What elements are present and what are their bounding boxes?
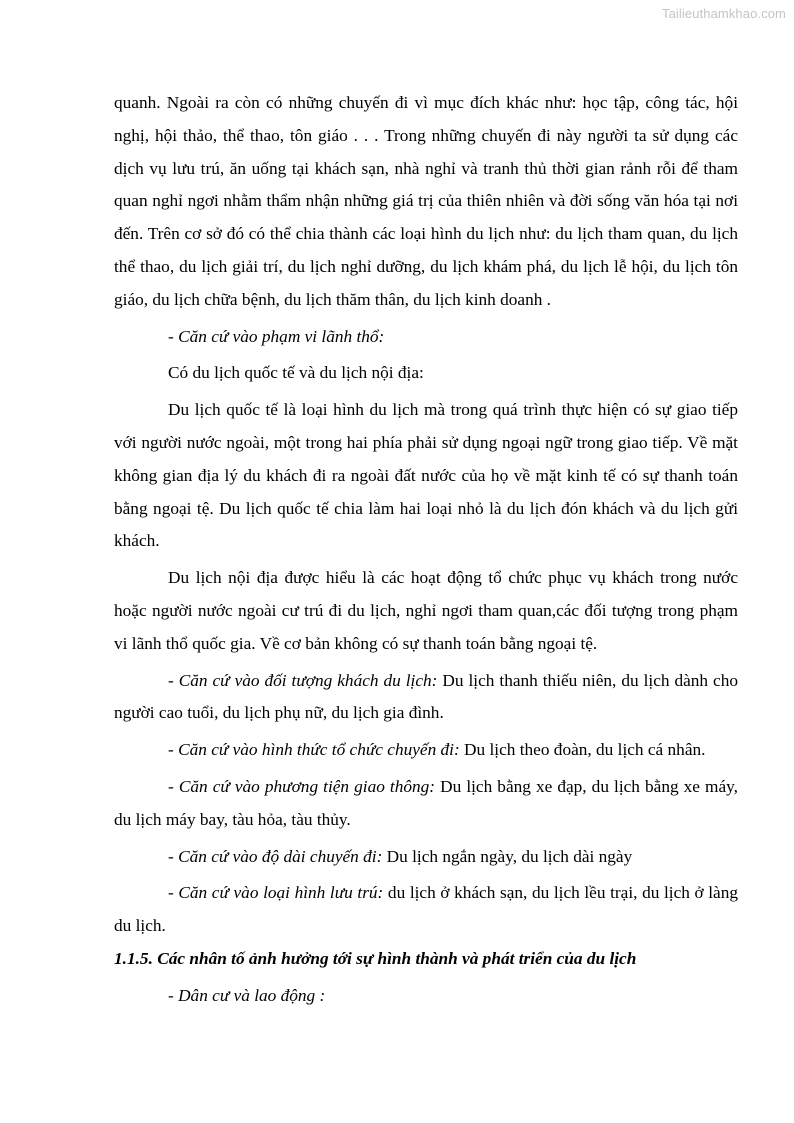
paragraph-international-domestic: Có du lịch quốc tế và du lịch nội địa:	[168, 363, 424, 383]
watermark: Tailieuthamkhao.com	[661, 6, 786, 21]
criterion-text: Du lịch bằng xe đạp, du lịch bằng xe máy, du lịch máy bay, tàu hỏa, tàu thủy.	[114, 776, 738, 829]
subheading-population-labor: - Dân cư và lao động :	[168, 985, 326, 1005]
criterion-label: - Căn cứ vào loại hình lưu trú:	[168, 883, 384, 903]
section-heading: 1.1.5. Các nhân tố ảnh hưởng tới sự hình thành và phát triển của du lịch	[114, 948, 637, 968]
criterion-text: du lịch ở khách sạn, du lịch lều trại, du lịch ở làng du lịch.	[114, 883, 738, 936]
criterion-text: Du lịch ngắn ngày, du lịch dài ngày	[382, 846, 633, 866]
paragraph-domestic-tourism: Du lịch nội địa được hiểu là các hoạt động tổ chức phục vụ khách trong nước hoặc người nước ngoài cư trú đi du lịch, nghỉ ngơi tham quan,các đối tượng trong phạm vi lãnh thổ quốc gia. Về cơ bản không có sự thanh toán bằng ngoại tệ.	[114, 568, 738, 653]
paragraph-international-tourism: Du lịch quốc tế là loại hình du lịch mà trong quá trình thực hiện có sự giao tiếp với người nước ngoài, một trong hai phía phải sử dụng ngoại ngữ trong giao tiếp. Về mặt không gian địa lý du khách đi ra ngoài đất nước của họ về mặt kinh tế có sự thanh toán bằng ngoại tệ. Du lịch quốc tế chia làm hai loại nhỏ là du lịch đón khách và du lịch gửi khách.	[114, 400, 738, 551]
paragraph-tourism-types: quanh. Ngoài ra còn có những chuyến đi vì mục đích khác như: học tập, công tác, hội nghị, hội thảo, thể thao, tôn giáo . . . Trong những chuyến đi này người ta sử dụng các dịch vụ lưu trú, ăn uống tại khách sạn, nhà nghỉ và tranh thủ thời gian rảnh rỗi để tham quan nghỉ ngơi nhằm thẩm nhận những giá trị của thiên nhiên và đời sống văn hóa tại nơi đến. Trên cơ sở đó có thể chia thành các loại hình du lịch như: du lịch tham quan, du lịch thể thao, du lịch giải trí, du lịch nghỉ dưỡng, du lịch khám phá, du lịch lễ hội, du lịch tôn giáo, du lịch chữa bệnh, du lịch thăm thân, du lịch kinh doanh .	[114, 93, 738, 309]
criterion-label: - Căn cứ vào phương tiện giao thông:	[168, 776, 436, 796]
criterion-organization	[114, 734, 738, 767]
criterion-text: Du lịch thanh thiếu niên, du lịch dành cho người cao tuổi, du lịch phụ nữ, du lịch gia đình.	[114, 670, 738, 723]
document-page	[114, 87, 738, 1013]
criterion-label: - Căn cứ vào đối tượng khách du lịch:	[168, 670, 438, 690]
criterion-label: - Căn cứ vào độ dài chuyến đi:	[168, 846, 383, 866]
criterion-text: Du lịch theo đoàn, du lịch cá nhân.	[459, 740, 706, 760]
criterion-customer-type	[114, 665, 738, 731]
criterion-label: - Căn cứ vào hình thức tổ chức chuyến đi:	[168, 740, 460, 760]
criterion-territory: - Căn cứ vào phạm vi lãnh thổ:	[168, 326, 385, 346]
criterion-transport	[114, 771, 738, 837]
criterion-duration	[114, 841, 738, 874]
criterion-accommodation	[114, 877, 738, 943]
